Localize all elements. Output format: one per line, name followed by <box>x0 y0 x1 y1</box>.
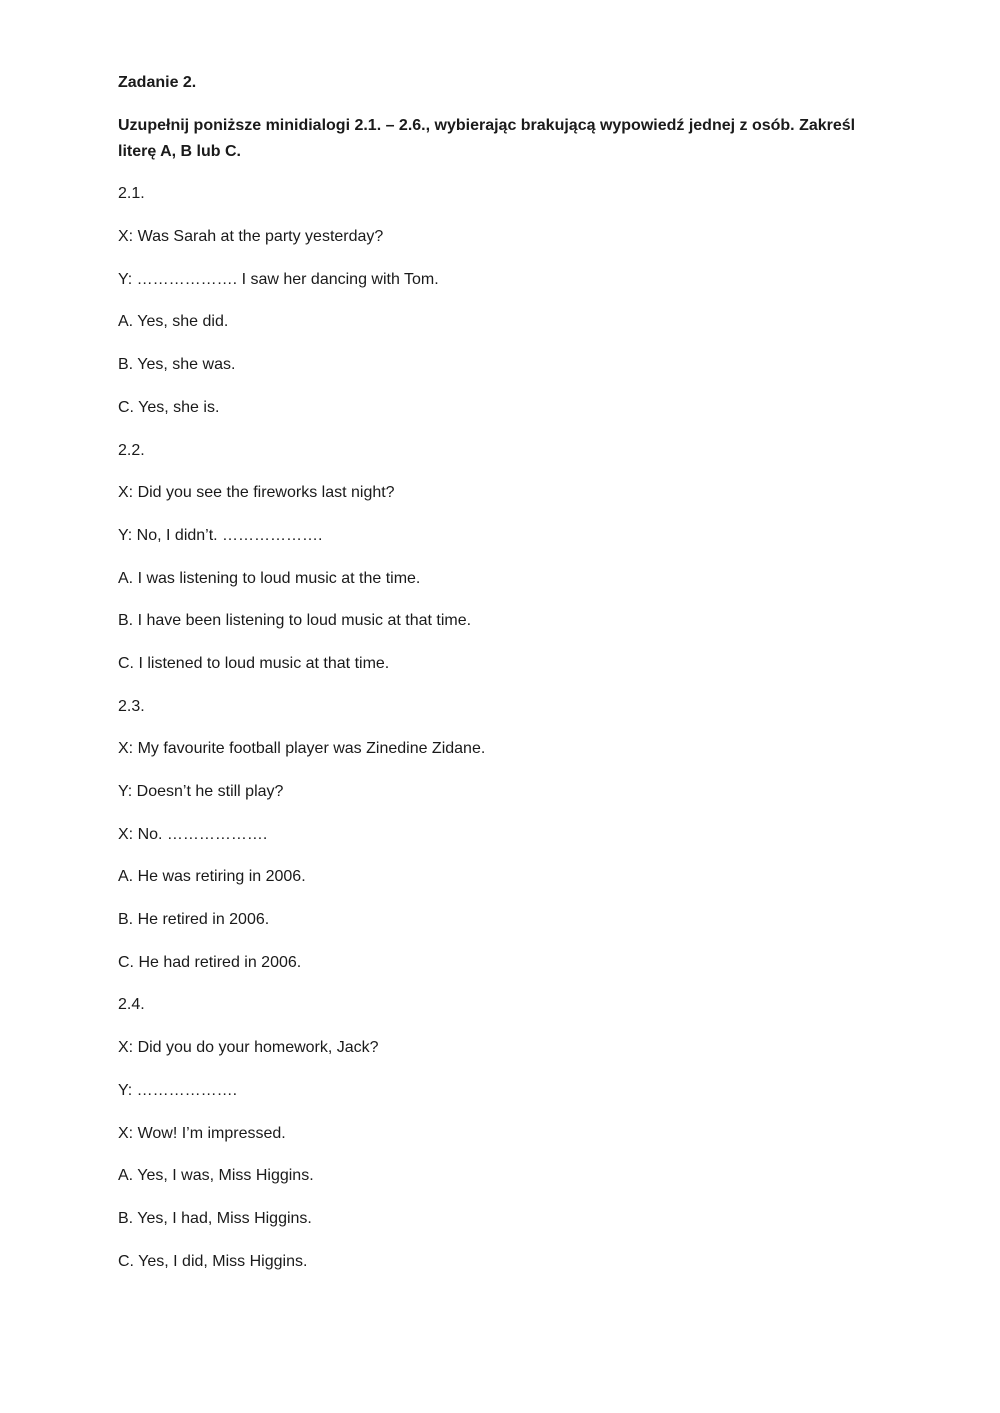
dialogue-line: Y: Doesn’t he still play? <box>118 783 284 800</box>
dialogue-line: Y: ………………. I saw her dancing with Tom. <box>118 270 439 288</box>
answer-option-c[interactable]: C. I listened to loud music at that time. <box>118 654 390 672</box>
answer-option-b[interactable]: B. I have been listening to loud music at that time. <box>118 612 472 630</box>
dialogue-line: Y: ………………. <box>118 1081 238 1099</box>
dialogue-line: Y: No, I didn’t. ………………. <box>118 526 323 544</box>
dialogue-line: X: Wow! I’m impressed. <box>118 1124 286 1142</box>
answer-option-a[interactable]: A. I was listening to loud music at the time. <box>118 569 421 587</box>
answer-option-a[interactable]: A. Yes, she did. <box>118 313 229 331</box>
dialogue-line: X: Did you see the fireworks last night? <box>118 484 395 502</box>
answer-option-b[interactable]: B. Yes, she was. <box>118 356 236 374</box>
section-number: 2.1. <box>118 185 145 203</box>
dialogue-line: X: My favourite football player was Zinedine Zidane. <box>118 740 486 758</box>
dialogue-line: X: Did you do your homework, Jack? <box>118 1039 379 1057</box>
section-number: 2.3. <box>118 697 145 715</box>
section-number: 2.4. <box>118 996 145 1014</box>
document-page <box>118 70 878 1291</box>
answer-option-a[interactable]: A. Yes, I was, Miss Higgins. <box>118 1167 314 1185</box>
task-instruction: Uzupełnij poniższe minidialogi 2.1. – 2.6., wybierając brakującą wypowiedź jednej z osób. Zakreśl literę A, B lub C. <box>118 116 856 160</box>
answer-option-b[interactable]: B. Yes, I had, Miss Higgins. <box>118 1209 312 1227</box>
dialogue-line: X: No. ………………. <box>118 825 268 843</box>
answer-option-c[interactable]: C. Yes, she is. <box>118 398 220 416</box>
section-number: 2.2. <box>118 441 145 459</box>
answer-option-c[interactable]: C. He had retired in 2006. <box>118 953 302 971</box>
dialogue-line: X: Was Sarah at the party yesterday? <box>118 228 384 246</box>
answer-option-c[interactable]: C. Yes, I did, Miss Higgins. <box>118 1252 308 1270</box>
answer-option-b[interactable]: B. He retired in 2006. <box>118 911 270 929</box>
answer-option-a[interactable]: A. He was retiring in 2006. <box>118 868 306 886</box>
task-title: Zadanie 2. <box>118 74 197 91</box>
